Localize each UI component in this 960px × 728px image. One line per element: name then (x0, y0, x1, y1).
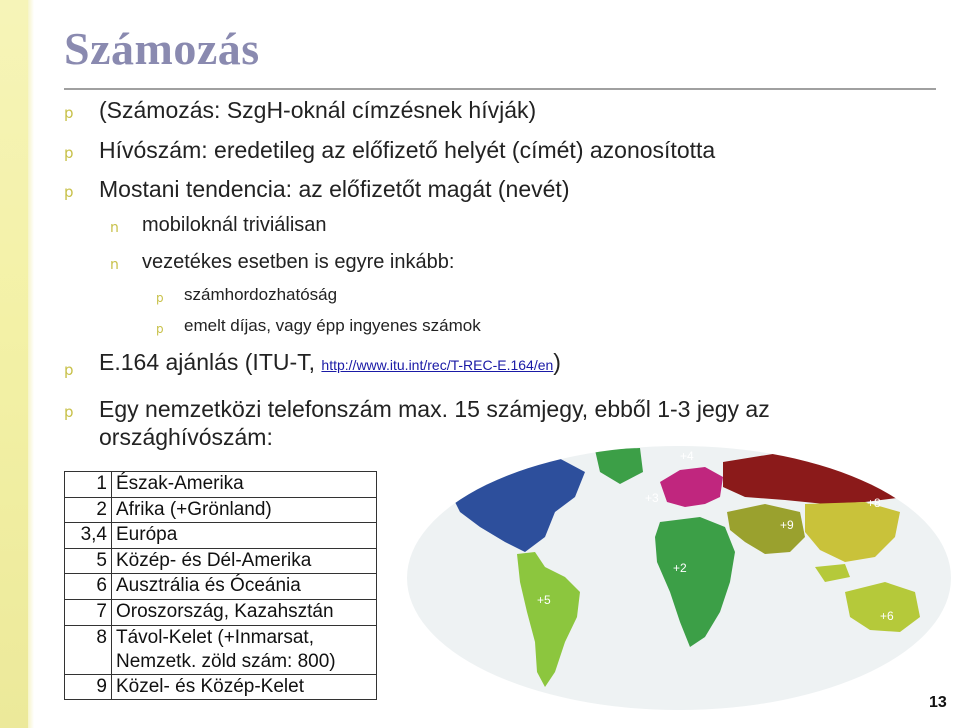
table-row (65, 674, 377, 700)
table-row (65, 497, 377, 523)
subsub-bullet-text: számhordozhatóság (184, 285, 338, 304)
code-cell: 9 (65, 674, 112, 700)
sub-bullet-marker: n (110, 257, 119, 273)
page-number: 13 (929, 694, 947, 711)
bullet-marker: p (64, 183, 74, 201)
code-cell: 8 (65, 625, 112, 674)
bullet-text: E.164 ajánlás (ITU-T, (99, 349, 322, 375)
table-row (65, 599, 377, 625)
bullet-text: Hívószám: eredetileg az előfizető helyét (címét) azonosította (99, 137, 716, 163)
sub-bullet-marker: n (110, 220, 119, 236)
world-calling-codes-map (405, 442, 953, 710)
bullet-suffix: ) (553, 349, 561, 375)
left-decor-bar (0, 0, 28, 728)
slide-title: Számozás (64, 23, 260, 74)
region-line: Nemzetk. zöld szám: 800) (116, 650, 336, 672)
table-row (65, 625, 377, 674)
map-label-4: +4 (680, 449, 694, 463)
code-cell: 1 (65, 472, 112, 498)
code-cell: 5 (65, 548, 112, 574)
bullet-marker: p (64, 104, 74, 122)
table-row (65, 523, 377, 549)
map-label-6: +6 (880, 609, 894, 623)
region-cell: Közel- és Közép-Kelet (112, 674, 377, 700)
map-label-1: +1 (465, 467, 479, 481)
region-cell: Ausztrália és Óceánia (112, 574, 377, 600)
region-cell: Oroszország, Kazahsztán (112, 599, 377, 625)
subsub-bullet-marker: p (156, 322, 164, 336)
sub-bullet-text: vezetékes esetben is egyre inkább: (142, 251, 455, 273)
map-label-2: +2 (673, 561, 687, 575)
region-cell: Közép- és Dél-Amerika (112, 548, 377, 574)
bullet-text: Egy nemzetközi telefonszám max. 15 számjegy, ebből 1-3 jegy az (99, 396, 770, 422)
code-cell: 3,4 (65, 523, 112, 549)
bullet-marker: p (64, 403, 74, 421)
region-cell: Afrika (+Grönland) (112, 497, 377, 523)
subsub-bullet-marker: p (156, 291, 164, 305)
bullet-marker: p (64, 361, 74, 379)
bullet-text: Mostani tendencia: az előfizetőt magát (nevét) (99, 176, 570, 202)
map-label-7: +7 (890, 453, 904, 467)
region-cell: Észak-Amerika (112, 472, 377, 498)
region-cell (112, 625, 377, 674)
subsub-bullet-text: emelt díjas, vagy épp ingyenes számok (184, 316, 481, 335)
region-cell: Európa (112, 523, 377, 549)
map-label-8: +8 (867, 496, 881, 510)
title-rule (64, 88, 936, 90)
itu-link[interactable]: http://www.itu.int/rec/T-REC-E.164/en (321, 357, 554, 373)
e164-line (99, 349, 561, 376)
map-label-9: +9 (780, 518, 794, 532)
bullet-text-continued: országhívószám: (99, 424, 273, 450)
code-cell: 6 (65, 574, 112, 600)
code-cell: 2 (65, 497, 112, 523)
country-code-table (64, 471, 377, 700)
sub-bullet-text: mobiloknál triviálisan (142, 214, 327, 236)
table-row (65, 574, 377, 600)
bullet-marker: p (64, 144, 74, 162)
table-row (65, 472, 377, 498)
map-label-5: +5 (537, 593, 551, 607)
table-row (65, 548, 377, 574)
map-label-3: +3 (645, 491, 659, 505)
bullet-text: (Számozás: SzgH-oknál címzésnek hívják) (99, 97, 537, 123)
code-cell: 7 (65, 599, 112, 625)
region-line: Távol-Kelet (+Inmarsat, (116, 626, 314, 648)
